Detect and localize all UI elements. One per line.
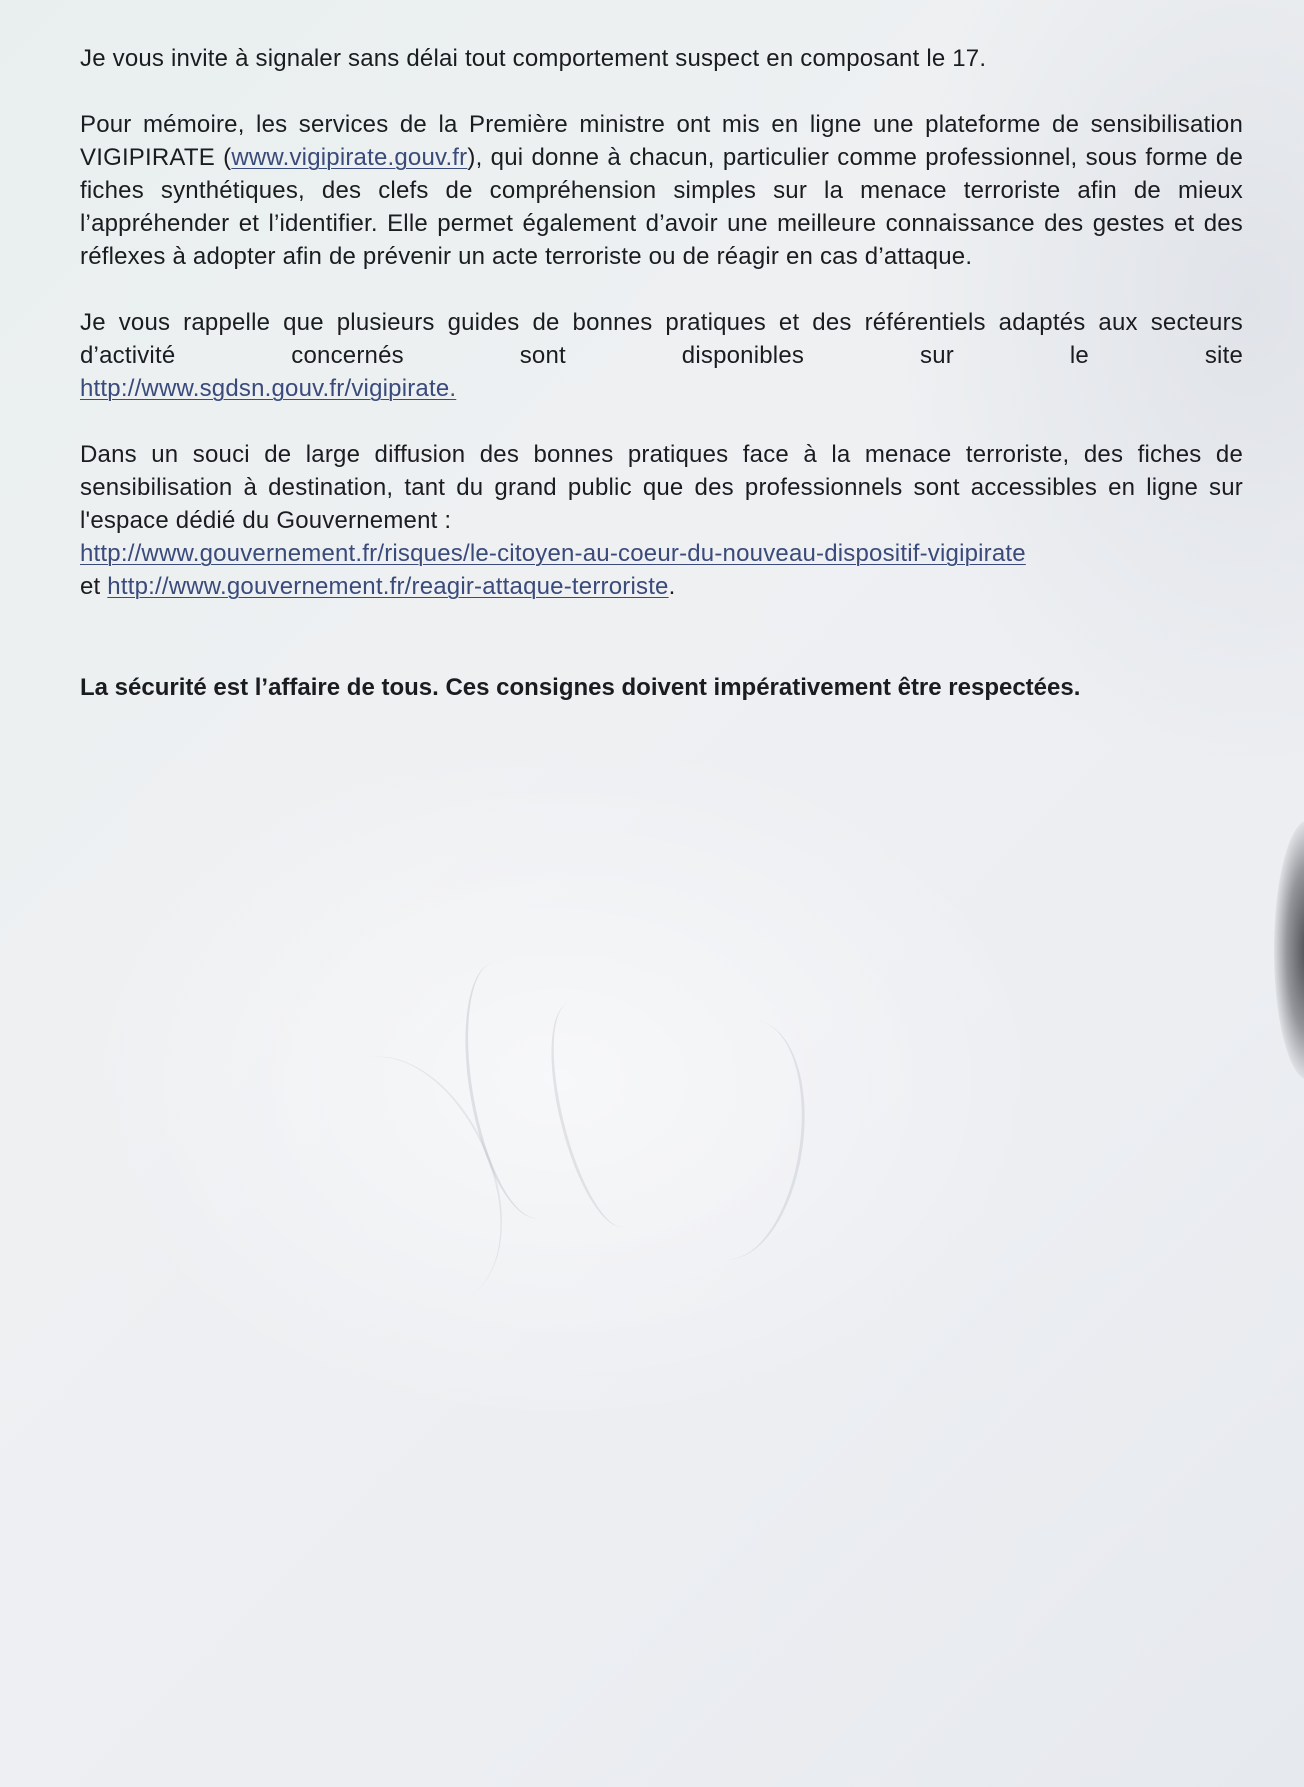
gouvernement-dispositif-link[interactable]: http://www.gouvernement.fr/risques/le-citoyen-au-coeur-du-nouveau-dispositif-vigipirate [80, 540, 1026, 567]
paragraph-text: Je vous invite à signaler sans délai tout comportement suspect en composant le 17. [80, 45, 987, 72]
vigipirate-link[interactable]: www.vigipirate.gouv.fr [231, 144, 468, 171]
paragraph-report-suspect [80, 42, 1243, 75]
link-line [80, 537, 1243, 570]
paper-crease [448, 954, 585, 1226]
paragraph-text: Pour mémoire, les services de la Première ministre ont mis en ligne une plateforme de sensibilisation VIGIPIRATE ( [80, 111, 1243, 171]
link-line [80, 570, 1243, 603]
paragraph-awareness-sheets [80, 438, 1243, 603]
paragraph-vigipirate-platform [80, 108, 1243, 273]
paragraph-text: ), qui donne à chacun, particulier comme professionnel, sous forme de fiches synthétiques, des clefs de compréhension simples sur la menace terroriste afin de mieux l’appréhender et l’identifier. Elle permet également d’avoir une meilleure connaissance des gestes et des réflexes à adopter afin de prévenir un acte terroriste ou de réagir en cas d’attaque. [80, 144, 1243, 270]
closing-statement: La sécurité est l’affaire de tous. Ces consignes doivent impérativement être respectées. [80, 674, 1081, 701]
connector-text: et [80, 573, 108, 600]
punctuation: . [668, 573, 676, 600]
letter-body [80, 42, 1243, 704]
sgdsn-link[interactable]: http://www.sgdsn.gouv.fr/vigipirate. [80, 375, 457, 402]
gouvernement-attaque-link[interactable]: http://www.gouvernement.fr/reagir-attaque-terroriste [107, 573, 669, 600]
paragraph-text: Dans un souci de large diffusion des bonnes pratiques face à la menace terroriste, des fiches de sensibilisation à destination, tant du grand public que des professionnels sont accessibles en ligne sur l'espace dédié du Gouvernement : [80, 441, 1243, 534]
paragraph-good-practice-guides [80, 306, 1243, 405]
finger-shadow [1274, 820, 1304, 1080]
paper-crease [664, 1013, 819, 1268]
paper-crease [284, 1028, 538, 1331]
paper-crease [533, 995, 659, 1236]
paragraph-text: Je vous rappelle que plusieurs guides de bonnes pratiques et des référentiels adaptés aux secteurs d’activité concernés sont disponibles sur le site [80, 309, 1243, 369]
